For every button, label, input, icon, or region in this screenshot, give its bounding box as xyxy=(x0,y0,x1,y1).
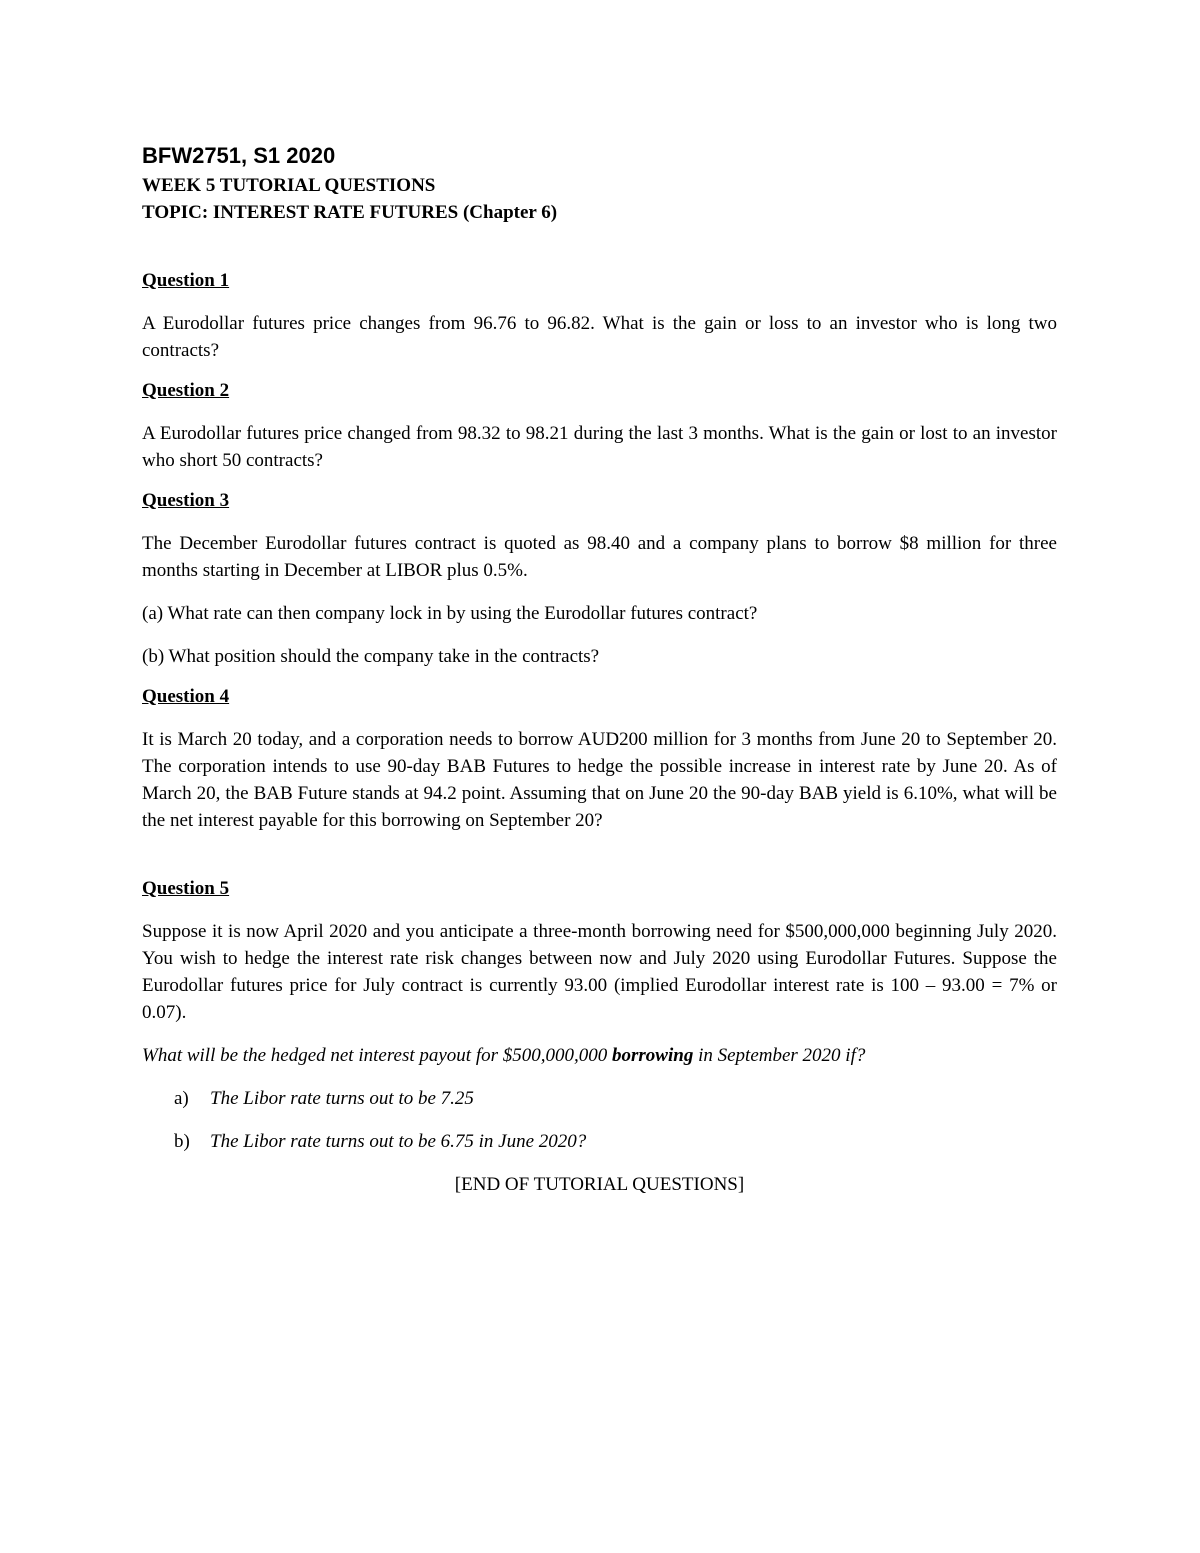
item-a-marker: a) xyxy=(174,1088,189,1109)
item-b-text: The Libor rate turns out to be 6.75 in June 2020? xyxy=(210,1131,587,1152)
item-b-marker: b) xyxy=(174,1131,190,1152)
question-2-heading: Question 2 xyxy=(142,380,230,401)
end-of-questions: [END OF TUTORIAL QUESTIONS] xyxy=(454,1174,745,1195)
item-a-text: The Libor rate turns out to be 7.25 xyxy=(210,1088,474,1109)
question-5-prompt-bold: borrowing xyxy=(612,1045,694,1066)
question-5-prompt-end: in September 2020 if? xyxy=(693,1045,866,1066)
question-5-prompt-start: What will be the hedged net interest payout for $500,000,000 xyxy=(142,1045,613,1066)
question-2-text: A Eurodollar futures price changed from 98.32 to 98.21 during the last 3 months. What is the gain or lost to an investor who short 50 contracts? xyxy=(142,423,1057,471)
question-4-text: It is March 20 today, and a corporation needs to borrow AUD200 million for 3 months from June 20 to September 20. The corporation intends to use 90-day BAB Futures to hedge the possible increase in interest rate by June 20. As of March 20, the BAB Future stands at 94.2 point. Assuming that on June 20 the 90-day BAB yield is 6.10%, what will be the net interest payable for this borrowing on September 20? xyxy=(142,729,1057,831)
question-5-text: Suppose it is now April 2020 and you anticipate a three-month borrowing need for $500,000,000 beginning July 2020. You wish to hedge the interest rate risk changes between now and July 2020 using Eurodollar Futures. Suppose the Eurodollar futures price for July contract is currently 93.00 (implied Eurodollar interest rate is 100 – 93.00 = 7% or 0.07). xyxy=(142,921,1057,1023)
question-3-part-a: (a) What rate can then company lock in by using the Eurodollar futures contract? xyxy=(142,603,758,624)
document-page xyxy=(142,140,1057,1198)
question-3-text: The December Eurodollar futures contract is quoted as 98.40 and a company plans to borrow $8 million for three months starting in December at LIBOR plus 0.5%. xyxy=(142,533,1057,581)
question-5-heading: Question 5 xyxy=(142,878,230,899)
question-5-item-b xyxy=(142,1128,1057,1155)
course-title: BFW2751, S1 2020 xyxy=(142,143,336,168)
topic-heading: TOPIC: INTEREST RATE FUTURES (Chapter 6) xyxy=(142,202,558,223)
question-1-text: A Eurodollar futures price changes from 96.76 to 96.82. What is the gain or loss to an investor who is long two contracts? xyxy=(142,313,1057,361)
question-3-part-b: (b) What position should the company take in the contracts? xyxy=(142,646,600,667)
week-heading: WEEK 5 TUTORIAL QUESTIONS xyxy=(142,175,436,196)
question-5-prompt xyxy=(142,1042,1057,1069)
question-4-heading: Question 4 xyxy=(142,686,230,707)
question-3-heading: Question 3 xyxy=(142,490,230,511)
question-5-item-a xyxy=(142,1085,1057,1112)
question-1-heading: Question 1 xyxy=(142,270,230,291)
